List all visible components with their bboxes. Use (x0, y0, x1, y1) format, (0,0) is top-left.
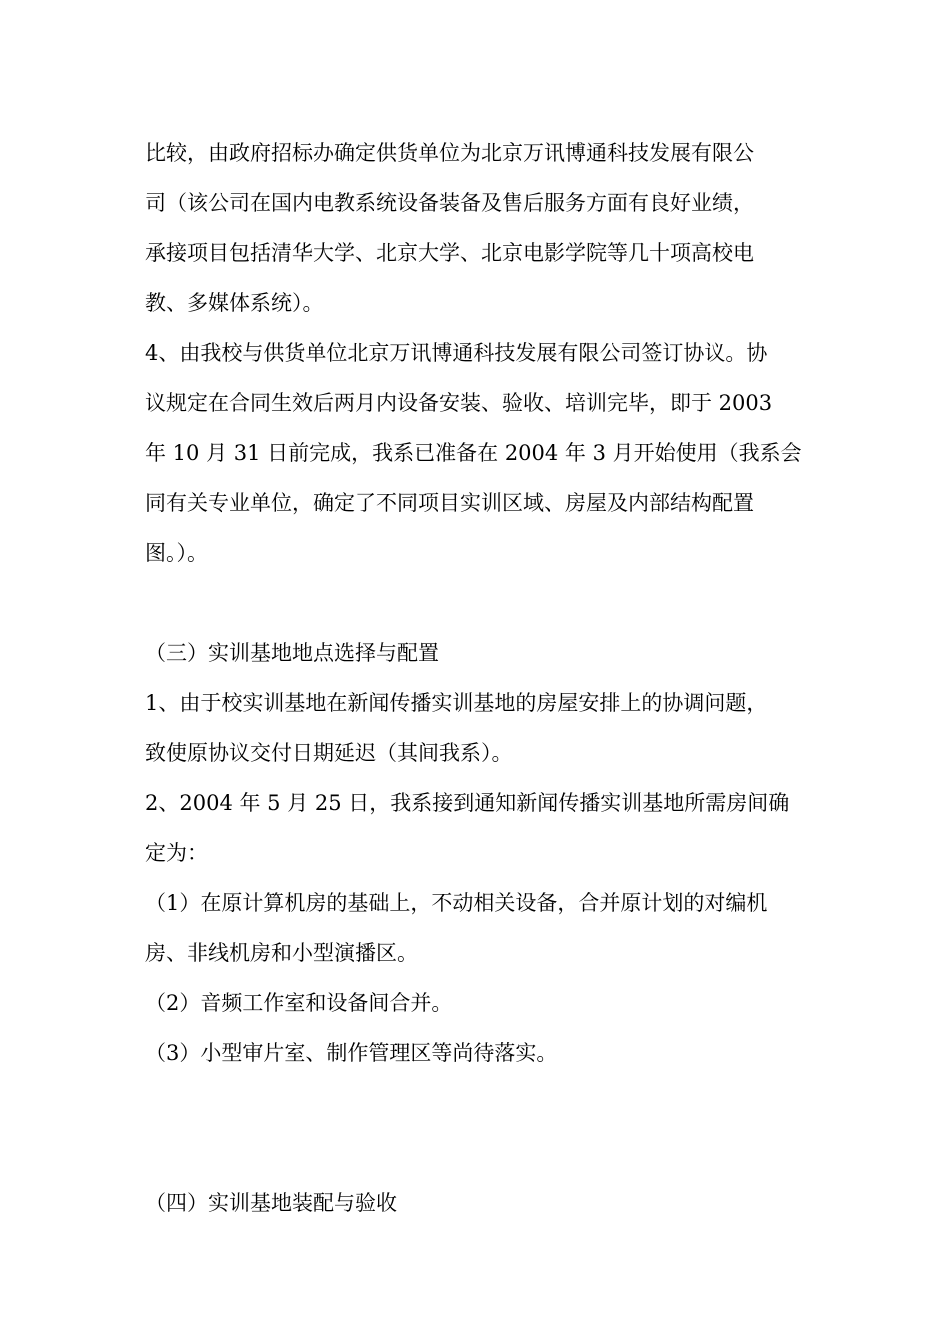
paragraph-line: 教、多媒体系统）。 (145, 291, 324, 315)
paragraph-line: 1、由于校实训基地在新闻传播实训基地的房屋安排上的协调问题， (145, 691, 768, 715)
paragraph-line: 致使原协议交付日期延迟（其间我系）。 (145, 741, 513, 765)
paragraph-line: 图。）。 (145, 541, 208, 565)
paragraph-line: 司（该公司在国内电教系统设备装备及售后服务方面有良好业绩， (145, 191, 754, 215)
paragraph-line: 年 10 月 31 日前完成，我系已准备在 2004 年 3 月开始使用（我系会 (145, 441, 802, 465)
paragraph-line: 房、非线机房和小型演播区。 (145, 941, 418, 965)
paragraph-line: （1）在原计算机房的基础上，不动相关设备，合并原计划的对编机 (145, 891, 768, 915)
paragraph-line: 4、由我校与供货单位北京万讯博通科技发展有限公司签订协议。协 (145, 341, 768, 365)
paragraph-line: 承接项目包括清华大学、北京大学、北京电影学院等几十项高校电 (145, 241, 754, 265)
paragraph-line: 议规定在合同生效后两月内设备安装、验收、培训完毕，即于 2003 (145, 391, 773, 415)
paragraph-line: 2、2004 年 5 月 25 日，我系接到通知新闻传播实训基地所需房间确 (145, 791, 790, 815)
paragraph-line: 比较，由政府招标办确定供货单位为北京万讯博通科技发展有限公 (145, 141, 754, 165)
paragraph-line: （3）小型审片室、制作管理区等尚待落实。 (145, 1041, 558, 1065)
paragraph-line: 定为： (145, 841, 208, 865)
paragraph-line: （2）音频工作室和设备间合并。 (145, 991, 453, 1015)
paragraph-line: 同有关专业单位，确定了不同项目实训区域、房屋及内部结构配置 (145, 491, 754, 515)
section-heading: （三）实训基地地点选择与配置 (145, 641, 439, 665)
section-heading: （四）实训基地装配与验收 (145, 1191, 397, 1215)
